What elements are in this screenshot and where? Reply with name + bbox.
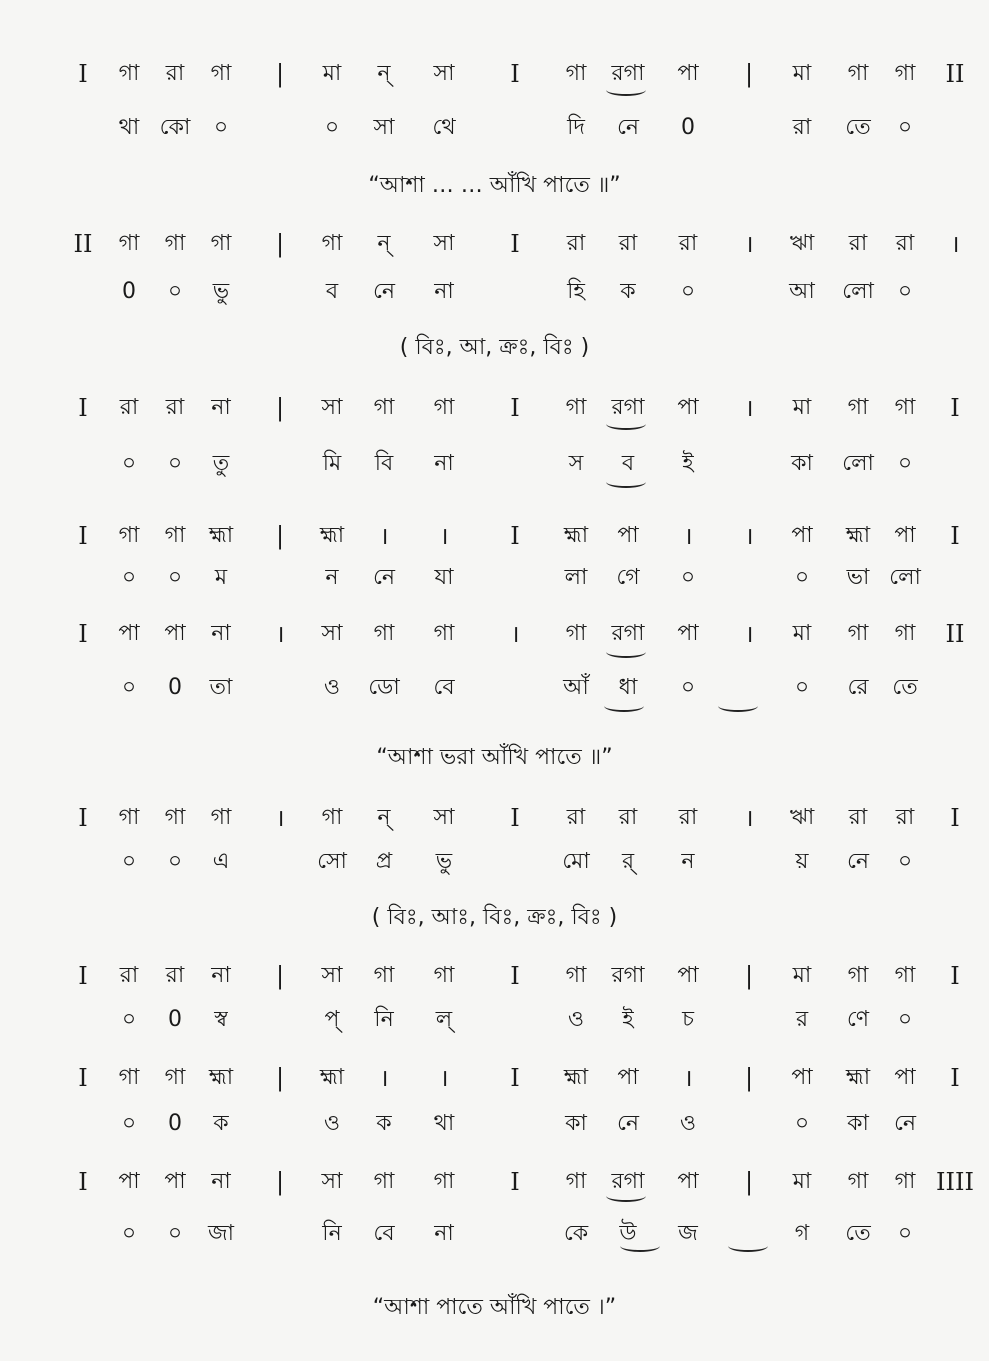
lyric-syllable: জ (678, 1221, 698, 1246)
lyric-syllable: ম (214, 565, 228, 590)
lyric-syllable: ন (325, 565, 339, 590)
swara-note: সা (433, 61, 455, 86)
swara-note: পা (164, 621, 186, 646)
bar-line: I (510, 60, 520, 88)
swara-note: পা (118, 621, 140, 646)
swara-row (0, 956, 989, 996)
bar-line: I (78, 620, 88, 648)
lyric-syllable: ০ (167, 451, 183, 476)
lyric-syllable: লো (889, 565, 921, 590)
bar-line: । (744, 394, 754, 422)
lyric-syllable: জা (207, 1221, 235, 1246)
swara-row (0, 614, 989, 654)
swara-note: পা (677, 963, 699, 988)
swara-note: ঋা (789, 231, 815, 256)
lyric-syllable: ০ (680, 279, 696, 304)
swara-note: পা (617, 523, 639, 548)
bar-line: I (78, 394, 88, 422)
lyric-syllable: ০ (794, 675, 810, 700)
bar-line: II (945, 620, 965, 648)
bar-line: I (78, 60, 88, 88)
swara-note: রা (165, 61, 185, 86)
swara-note: রগা (611, 621, 645, 646)
section-caption: ( বিঃ, আঃ, বিঃ, ক্রঃ, বিঃ ) (371, 905, 618, 930)
swara-note: না (211, 395, 231, 420)
lyric-syllable: তা (209, 675, 233, 700)
lyric-syllable: নে (616, 1111, 640, 1136)
swara-note: গা (373, 621, 395, 646)
lyric-syllable: ০ (121, 675, 137, 700)
lyric-syllable: ক (213, 1111, 229, 1136)
slur-arc (606, 1190, 646, 1202)
swara-note: সা (433, 231, 455, 256)
swara-note: পা (894, 1065, 916, 1090)
swara-note: পা (894, 523, 916, 548)
swara-note: গা (164, 805, 186, 830)
lyric-syllable: রে (847, 675, 869, 700)
swara-note: হ্মা (563, 523, 589, 548)
section-caption: “আশা … … আঁখি পাতে ॥” (368, 173, 621, 198)
bar-line: I (78, 1168, 88, 1196)
swara-note: মা (322, 61, 342, 86)
lyric-syllable: ০ (167, 279, 183, 304)
bar-line: I (78, 522, 88, 550)
bar-line: । (683, 522, 693, 550)
lyric-syllable: সো (317, 849, 347, 874)
lyric-syllable: ০ (794, 565, 810, 590)
swara-note: রা (678, 805, 698, 830)
lyric-syllable: দি (567, 115, 585, 140)
swara-note: গা (210, 805, 232, 830)
lyric-syllable: 0 (168, 1111, 182, 1136)
swara-note: গা (118, 805, 140, 830)
lyric-syllable: ও (679, 1111, 697, 1136)
bar-line: I (950, 804, 960, 832)
swara-row (0, 1162, 989, 1202)
swara-note: গা (164, 523, 186, 548)
section-caption: “আশা ভরা আঁখি পাতে ॥” (376, 745, 613, 770)
swara-note: রা (566, 805, 586, 830)
swara-note: মা (792, 61, 812, 86)
swara-note: গা (847, 61, 869, 86)
bar-line: । (683, 1064, 693, 1092)
swara-note: হ্মা (845, 1065, 871, 1090)
bar-line: । (744, 620, 754, 648)
bar-line: । (379, 1064, 389, 1092)
lyric-syllable: ভু (212, 279, 230, 304)
swara-row (0, 1058, 989, 1098)
lyric-syllable: ০ (897, 1221, 913, 1246)
swara-note: না (211, 1169, 231, 1194)
lyric-syllable: আঁ (563, 675, 589, 700)
swara-row (0, 54, 989, 94)
bar-line: I (78, 804, 88, 832)
swara-note: হ্মা (208, 523, 234, 548)
lyric-syllable: প্র (375, 849, 393, 874)
lyric-row (0, 444, 989, 484)
lyric-syllable: ০ (680, 675, 696, 700)
bar-line: । (744, 804, 754, 832)
bar-line: | (275, 522, 285, 550)
bar-line: I (950, 1064, 960, 1092)
lyric-syllable: গ (794, 1221, 810, 1246)
bar-line: I (950, 962, 960, 990)
bar-line: I (78, 962, 88, 990)
swara-note: গা (164, 1065, 186, 1090)
lyric-syllable: না (434, 1221, 454, 1246)
swara-note: পা (617, 1065, 639, 1090)
bar-line: I (510, 962, 520, 990)
lyric-row (0, 842, 989, 882)
swara-note: পা (164, 1169, 186, 1194)
swara-note: ঋা (789, 805, 815, 830)
lyric-syllable: ডো (368, 675, 400, 700)
lyric-syllable: আ (789, 279, 815, 304)
swara-note: গা (164, 231, 186, 256)
lyric-syllable: কা (565, 1111, 587, 1136)
lyric-syllable: ০ (167, 565, 183, 590)
lyric-syllable: 0 (168, 675, 182, 700)
lyric-syllable: নে (893, 1111, 917, 1136)
bar-line: IIII (936, 1168, 974, 1196)
swara-note: গা (118, 523, 140, 548)
swara-note: গা (565, 621, 587, 646)
bar-line: I (510, 394, 520, 422)
bar-line: | (275, 962, 285, 990)
swara-note: সা (321, 395, 343, 420)
swara-note: সা (433, 805, 455, 830)
swara-note: মা (792, 395, 812, 420)
section-caption: ( বিঃ, আ, ক্রঃ, বিঃ ) (399, 335, 590, 360)
swara-note: গা (373, 963, 395, 988)
bar-line: I (950, 522, 960, 550)
lyric-syllable: ন (681, 849, 695, 874)
lyric-syllable: ধা (618, 675, 638, 700)
swara-note: মা (792, 621, 812, 646)
slur-arc (606, 476, 646, 488)
swara-row (0, 798, 989, 838)
swara-note: হ্মা (845, 523, 871, 548)
bar-line: । (510, 620, 520, 648)
lyric-syllable: ০ (121, 451, 137, 476)
lyric-syllable: রা (792, 115, 812, 140)
lyric-syllable: ০ (680, 565, 696, 590)
lyric-syllable: স্ব (214, 1007, 228, 1032)
lyric-syllable: 0 (681, 115, 695, 140)
lyric-syllable: প্ (324, 1007, 340, 1032)
swara-note: হ্মা (563, 1065, 589, 1090)
swara-note: গা (373, 1169, 395, 1194)
swara-row (0, 388, 989, 428)
lyric-syllable: ০ (897, 1007, 913, 1032)
swara-note: রা (566, 231, 586, 256)
lyric-syllable: ও (567, 1007, 585, 1032)
slur-arc (620, 1240, 660, 1252)
swara-note: গা (433, 395, 455, 420)
lyric-syllable: না (434, 279, 454, 304)
swara-note: রা (165, 395, 185, 420)
swara-note: রা (848, 231, 868, 256)
lyric-syllable: নে (372, 565, 396, 590)
swara-note: মা (792, 963, 812, 988)
lyric-syllable: কে (563, 1221, 589, 1246)
lyric-syllable: ০ (121, 565, 137, 590)
swara-note: রা (678, 231, 698, 256)
bar-line: | (744, 962, 754, 990)
swara-note: গা (321, 805, 343, 830)
bar-line: । (439, 1064, 449, 1092)
lyric-syllable: না (434, 451, 454, 476)
slur-arc (728, 1240, 768, 1252)
swara-note: গা (894, 1169, 916, 1194)
lyric-syllable: র (795, 1007, 809, 1032)
lyric-syllable: ০ (897, 849, 913, 874)
swara-note: রগা (611, 61, 645, 86)
lyric-syllable: 0 (122, 279, 136, 304)
swara-note: রা (618, 805, 638, 830)
slur-arc (606, 84, 646, 96)
lyric-syllable: হি (567, 279, 585, 304)
swara-note: হ্মা (319, 1065, 345, 1090)
swara-note: রগা (611, 1169, 645, 1194)
swara-note: পা (677, 395, 699, 420)
swara-note: গা (565, 395, 587, 420)
lyric-syllable: ক (376, 1111, 392, 1136)
lyric-syllable: ই (682, 451, 694, 476)
swara-note: গা (433, 1169, 455, 1194)
swara-note: পা (791, 1065, 813, 1090)
bar-line: | (744, 1168, 754, 1196)
lyric-syllable: চ (682, 1007, 694, 1032)
bar-line: । (950, 230, 960, 258)
swara-note: হ্মা (319, 523, 345, 548)
lyric-syllable: ০ (324, 115, 340, 140)
bar-line: | (744, 1064, 754, 1092)
bar-line: I (950, 394, 960, 422)
lyric-syllable: ০ (897, 451, 913, 476)
lyric-syllable: এ (212, 849, 230, 874)
lyric-row (0, 108, 989, 148)
swara-note: গা (565, 1169, 587, 1194)
bar-line: II (945, 60, 965, 88)
swara-note: না (211, 621, 231, 646)
bar-line: I (510, 522, 520, 550)
lyric-syllable: তু (212, 451, 230, 476)
bar-line: | (275, 230, 285, 258)
bar-line: | (744, 60, 754, 88)
lyric-syllable: নে (846, 849, 870, 874)
swara-note: গা (433, 621, 455, 646)
lyric-syllable: ক (620, 279, 636, 304)
swara-note: গা (210, 231, 232, 256)
lyric-syllable: নি (322, 1221, 342, 1246)
lyric-syllable: য় (795, 849, 809, 874)
slur-arc (606, 418, 646, 430)
lyric-syllable: ০ (121, 1221, 137, 1246)
lyric-syllable: মো (562, 849, 590, 874)
lyric-row (0, 272, 989, 312)
lyric-syllable: ০ (167, 849, 183, 874)
swara-note: গা (847, 395, 869, 420)
bar-line: । (744, 522, 754, 550)
lyric-syllable: ০ (897, 115, 913, 140)
section-caption: “আশা পাতে আঁখি পাতে ।” (372, 1295, 617, 1320)
lyric-syllable: তে (845, 1221, 871, 1246)
bar-line: II (73, 230, 93, 258)
swara-note: মা (792, 1169, 812, 1194)
swara-row (0, 516, 989, 556)
lyric-row (0, 1000, 989, 1040)
bar-line: I (78, 1064, 88, 1092)
swara-note: গা (373, 395, 395, 420)
lyric-syllable: ০ (121, 1111, 137, 1136)
lyric-syllable: ০ (121, 1007, 137, 1032)
swara-note: সা (321, 1169, 343, 1194)
swara-note: গা (118, 231, 140, 256)
lyric-syllable: লো (842, 451, 874, 476)
swara-note: গা (894, 621, 916, 646)
swara-note: রা (119, 395, 139, 420)
swara-note: রগা (611, 395, 645, 420)
swara-note: গা (894, 395, 916, 420)
swara-note: ন্ (377, 231, 391, 256)
lyric-syllable: ০ (167, 1221, 183, 1246)
lyric-row (0, 558, 989, 598)
lyric-syllable: গে (616, 565, 640, 590)
swara-note: রা (848, 805, 868, 830)
lyric-syllable: বি (374, 451, 394, 476)
lyric-syllable: কা (791, 451, 813, 476)
swara-note: সা (321, 621, 343, 646)
swara-note: গা (847, 1169, 869, 1194)
swara-note: পা (677, 621, 699, 646)
slur-arc (718, 700, 758, 712)
lyric-syllable: ব (325, 279, 339, 304)
swara-note: না (211, 963, 231, 988)
swara-note: হ্মা (208, 1065, 234, 1090)
swara-note: গা (894, 61, 916, 86)
lyric-syllable: ০ (897, 279, 913, 304)
bar-line: I (510, 1168, 520, 1196)
bar-line: । (439, 522, 449, 550)
lyric-syllable: র্ (621, 849, 635, 874)
lyric-syllable: নে (372, 279, 396, 304)
lyric-syllable: কো (159, 115, 191, 140)
swara-note: গা (321, 231, 343, 256)
lyric-syllable: মি (322, 451, 342, 476)
lyric-syllable: ০ (121, 849, 137, 874)
lyric-syllable: থা (433, 1111, 455, 1136)
swara-note: রগা (611, 963, 645, 988)
lyric-syllable: ভা (846, 565, 870, 590)
swara-note: গা (894, 963, 916, 988)
lyric-syllable: ব (621, 451, 635, 476)
bar-line: । (744, 230, 754, 258)
lyric-syllable: সা (373, 115, 395, 140)
swara-note: গা (433, 963, 455, 988)
lyric-syllable: ও (323, 675, 341, 700)
lyric-syllable: ০ (213, 115, 229, 140)
lyric-syllable: ল্ (435, 1007, 453, 1032)
swara-note: রা (895, 231, 915, 256)
swara-note: ন্ (377, 61, 391, 86)
bar-line: | (275, 394, 285, 422)
bar-line: I (510, 230, 520, 258)
lyric-syllable: লো (842, 279, 874, 304)
bar-line: | (275, 1064, 285, 1092)
lyric-syllable: যা (434, 565, 454, 590)
swara-note: গা (118, 61, 140, 86)
lyric-row (0, 668, 989, 708)
swara-note: গা (565, 61, 587, 86)
lyric-syllable: বে (373, 1221, 395, 1246)
lyric-syllable: ০ (794, 1111, 810, 1136)
lyric-syllable: স (568, 451, 584, 476)
slur-arc (606, 646, 646, 658)
swara-row (0, 224, 989, 264)
swara-note: গা (210, 61, 232, 86)
bar-line: । (275, 620, 285, 648)
bar-line: । (275, 804, 285, 832)
swara-note: গা (565, 963, 587, 988)
swara-note: রা (165, 963, 185, 988)
bar-line: | (275, 60, 285, 88)
lyric-syllable: থা (118, 115, 140, 140)
bar-line: । (379, 522, 389, 550)
lyric-syllable: ই (622, 1007, 634, 1032)
lyric-row (0, 1104, 989, 1144)
swara-note: রা (895, 805, 915, 830)
lyric-syllable: বে (433, 675, 455, 700)
swara-note: ন্ (377, 805, 391, 830)
swara-note: সা (321, 963, 343, 988)
lyric-syllable: উ (619, 1221, 637, 1246)
swara-note: পা (118, 1169, 140, 1194)
lyric-syllable: তে (845, 115, 871, 140)
lyric-syllable: নে (616, 115, 640, 140)
swara-note: পা (791, 523, 813, 548)
lyric-syllable: 0 (168, 1007, 182, 1032)
bar-line: I (510, 804, 520, 832)
lyric-syllable: কা (847, 1111, 869, 1136)
swara-note: পা (677, 1169, 699, 1194)
lyric-syllable: ভু (435, 849, 453, 874)
swara-note: পা (677, 61, 699, 86)
slur-arc (604, 700, 644, 712)
bar-line: | (275, 1168, 285, 1196)
swara-note: গা (847, 621, 869, 646)
swara-note: গা (847, 963, 869, 988)
lyric-syllable: নি (374, 1007, 394, 1032)
lyric-syllable: লা (564, 565, 588, 590)
swara-note: রা (618, 231, 638, 256)
lyric-row (0, 1214, 989, 1254)
lyric-syllable: থে (432, 115, 456, 140)
swara-note: গা (118, 1065, 140, 1090)
lyric-syllable: ণে (846, 1007, 870, 1032)
lyric-syllable: তে (892, 675, 918, 700)
bar-line: I (510, 1064, 520, 1092)
swara-note: রা (119, 963, 139, 988)
lyric-syllable: ও (323, 1111, 341, 1136)
